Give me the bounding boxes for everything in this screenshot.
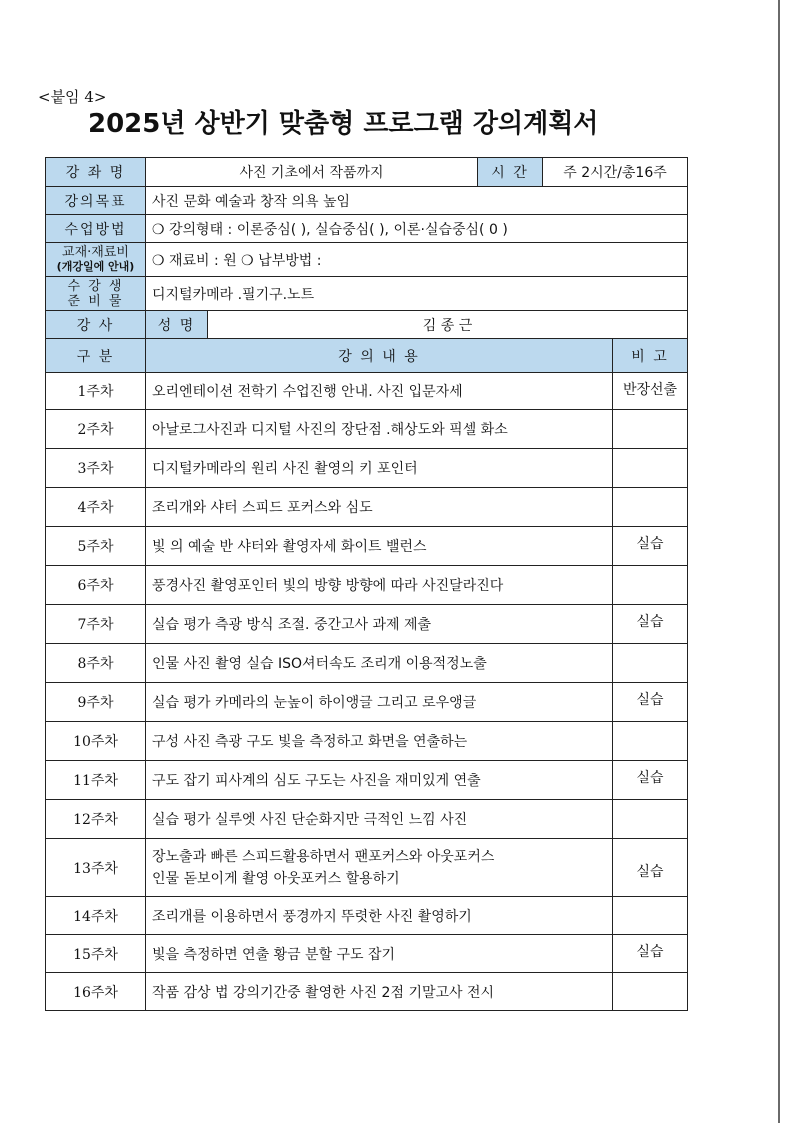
note-cell — [613, 449, 688, 488]
content-cell: 구도 잡기 피사계의 심도 구도는 사진을 재미있게 연출 — [146, 761, 613, 800]
note-cell: 실습 — [613, 935, 688, 973]
content-cell: 실습 평가 측광 방식 조절. 중간고사 과제 제출 — [146, 605, 613, 644]
week-cell: 2주차 — [46, 410, 146, 449]
week-cell: 14주차 — [46, 897, 146, 935]
week-cell: 4주차 — [46, 488, 146, 527]
week-cell: 6주차 — [46, 566, 146, 605]
week-cell: 16주차 — [46, 973, 146, 1011]
table-row — [46, 800, 688, 839]
table-row — [46, 566, 688, 605]
note-cell: 반장선출 — [613, 373, 688, 410]
lecture-plan-form — [45, 157, 687, 1011]
note-cell — [613, 800, 688, 839]
week-cell: 12주차 — [46, 800, 146, 839]
table-row — [46, 373, 688, 410]
time-value: 주 2시간/총16주 — [543, 158, 688, 187]
method-label: 수업방법 — [46, 215, 146, 243]
instructor-label: 강 사 — [46, 311, 146, 339]
week-cell: 5주차 — [46, 527, 146, 566]
instructor-name-label: 성 명 — [146, 311, 208, 339]
scan-edge-line — [778, 0, 780, 1123]
table-row — [46, 410, 688, 449]
content-cell: 빛 의 예술 반 샤터와 촬영자세 화이트 밸런스 — [146, 527, 613, 566]
content-line1: 장노출과 빠른 스피드활용하면서 팬포커스와 아웃포커스 — [152, 848, 495, 865]
material-label — [46, 243, 146, 277]
note-cell — [613, 722, 688, 761]
table-row — [46, 722, 688, 761]
week-cell: 9주차 — [46, 683, 146, 722]
content-cell: 아날로그사진과 디지털 사진의 장단점 .해상도와 픽셀 화소 — [146, 410, 613, 449]
note-cell — [613, 566, 688, 605]
table-row — [46, 488, 688, 527]
schedule-header-note: 비 고 — [613, 339, 688, 373]
material-label-line1: 교재·재료비 — [62, 244, 129, 260]
course-name-value: 사진 기초에서 작품까지 — [146, 158, 478, 187]
week-cell: 15주차 — [46, 935, 146, 973]
content-cell: 실습 평가 실루엣 사진 단순화지만 극적인 느낌 사진 — [146, 800, 613, 839]
note-cell — [613, 973, 688, 1011]
content-cell: 구성 사진 측광 구도 빛을 측정하고 화면을 연출하는 — [146, 722, 613, 761]
table-row — [46, 973, 688, 1011]
content-cell: 실습 평가 카메라의 눈높이 하이앵글 그리고 로우앵글 — [146, 683, 613, 722]
content-cell: 작품 감상 법 강의기간중 촬영한 사진 2점 기말고사 전시 — [146, 973, 613, 1011]
table-row — [46, 935, 688, 973]
content-cell: 디지털카메라의 원리 사진 촬영의 키 포인터 — [146, 449, 613, 488]
week-cell: 1주차 — [46, 373, 146, 410]
table-row — [46, 527, 688, 566]
table-row — [46, 839, 688, 897]
week-cell: 10주차 — [46, 722, 146, 761]
week-cell: 7주차 — [46, 605, 146, 644]
note-cell — [613, 488, 688, 527]
prep-label — [46, 277, 146, 311]
content-cell: 인물 사진 촬영 실습 ISO셔터속도 조리개 이용적정노출 — [146, 644, 613, 683]
note-cell — [613, 410, 688, 449]
content-cell: 오리엔테이션 전학기 수업진행 안내. 사진 입문자세 — [146, 373, 613, 410]
content-line2: 인물 돋보이게 촬영 아웃포커스 할용하기 — [152, 870, 400, 887]
material-value: ❍ 재료비 : 원 ❍ 납부방법 : — [146, 243, 688, 277]
schedule-table — [45, 338, 688, 1011]
note-cell: 실습 — [613, 839, 688, 897]
course-name-label: 강 좌 명 — [46, 158, 146, 187]
content-cell: 빛을 측정하면 연출 황금 분할 구도 잡기 — [146, 935, 613, 973]
note-cell — [613, 897, 688, 935]
objective-label: 강의목표 — [46, 187, 146, 215]
note-cell: 실습 — [613, 605, 688, 644]
schedule-header-content: 강 의 내 용 — [146, 339, 613, 373]
content-cell: 조리개를 이용하면서 풍경까지 뚜렷한 사진 촬영하기 — [146, 897, 613, 935]
table-row — [46, 683, 688, 722]
instructor-name: 김 종 근 — [208, 311, 688, 339]
page-title: 2025년 상반기 맞춤형 프로그램 강의계획서 — [88, 109, 599, 139]
week-cell: 3주차 — [46, 449, 146, 488]
note-cell: 실습 — [613, 683, 688, 722]
table-row — [46, 761, 688, 800]
content-cell — [146, 839, 613, 897]
table-row — [46, 644, 688, 683]
schedule-header-section: 구 분 — [46, 339, 146, 373]
material-label-line2: (개강일에 안내) — [56, 259, 135, 273]
content-cell: 조리개와 샤터 스피드 포커스와 심도 — [146, 488, 613, 527]
objective-value: 사진 문화 예술과 창작 의욕 높임 — [146, 187, 688, 215]
note-cell: 실습 — [613, 527, 688, 566]
table-row — [46, 449, 688, 488]
content-cell: 풍경사진 촬영포인터 빛의 방향 방향에 따라 사진달라진다 — [146, 566, 613, 605]
week-cell: 8주차 — [46, 644, 146, 683]
week-cell: 11주차 — [46, 761, 146, 800]
attachment-label: <붙임 4> — [38, 88, 107, 106]
method-value: ❍ 강의형태 : 이론중심( ), 실습중심( ), 이론·실습중심( 0 ) — [146, 215, 688, 243]
prep-label-line2: 준 비 물 — [67, 293, 124, 309]
prep-label-line1: 수 강 생 — [67, 278, 124, 294]
table-row — [46, 605, 688, 644]
note-cell — [613, 644, 688, 683]
note-cell: 실습 — [613, 761, 688, 800]
time-label: 시 간 — [478, 158, 543, 187]
prep-value: 디지털카메라 .필기구.노트 — [146, 277, 688, 311]
course-info-table — [45, 157, 688, 339]
week-cell: 13주차 — [46, 839, 146, 897]
table-row — [46, 897, 688, 935]
